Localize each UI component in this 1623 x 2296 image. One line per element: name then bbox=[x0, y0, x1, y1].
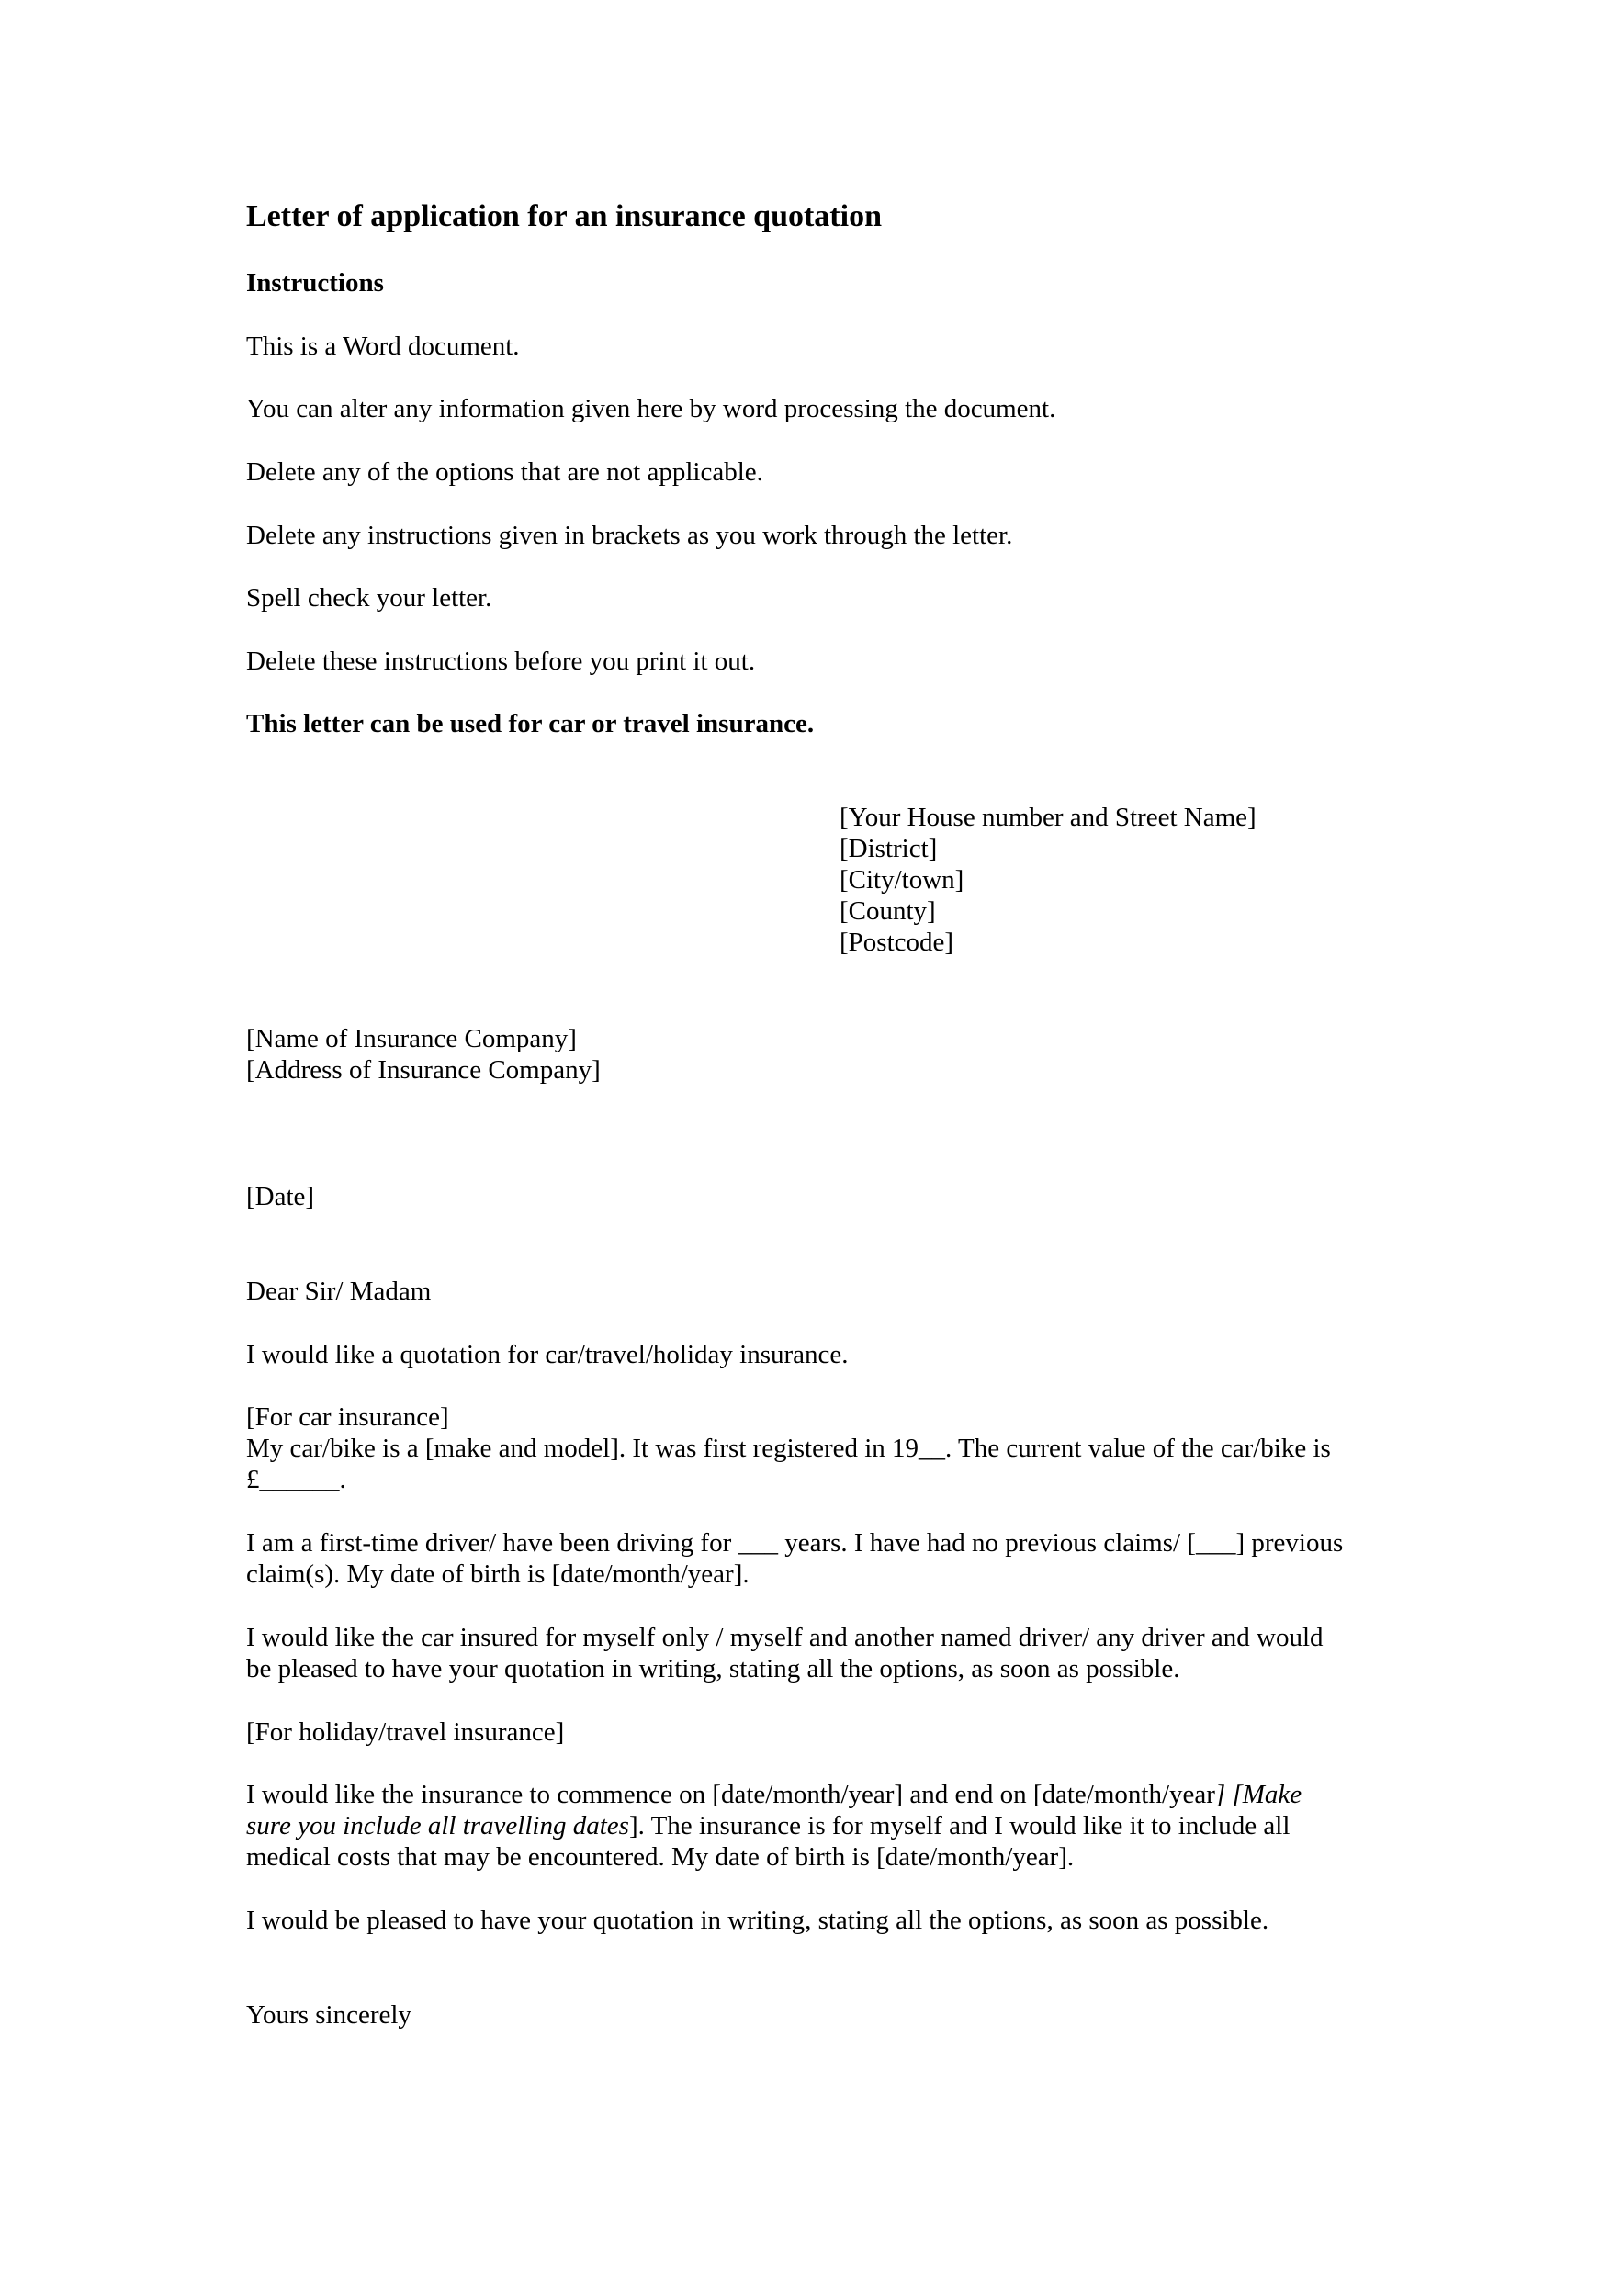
recipient-line: [Address of Insurance Company] bbox=[246, 1055, 601, 1085]
instructions-heading: Instructions bbox=[246, 268, 384, 298]
travel-paragraph bbox=[246, 1779, 1385, 1873]
sender-address-line: [Postcode] bbox=[840, 928, 954, 957]
travel-text-line bbox=[246, 1810, 1385, 1841]
cover-text: I would like the car insured for myself only / myself and another named driver/ any driver and would bbox=[246, 1623, 1324, 1652]
recipient-line: [Name of Insurance Company] bbox=[246, 1024, 577, 1053]
page-title: Letter of application for an insurance quotation bbox=[246, 199, 882, 233]
travel-text-line bbox=[246, 1779, 1385, 1810]
car-vehicle-text: My car/bike is a [make and model]. It was first registered in 19__. The current value of the car/bike is bbox=[246, 1434, 1331, 1463]
sender-address-line: [District] bbox=[840, 834, 938, 863]
sender-address-line: [City/town] bbox=[840, 865, 964, 895]
signoff: Yours sincerely bbox=[246, 2000, 411, 2030]
travel-italic-note: sure you include all travelling dates bbox=[246, 1811, 629, 1840]
recipient-address bbox=[246, 1023, 1385, 1086]
instruction-item: Delete these instructions before you print it out. bbox=[246, 647, 756, 676]
instruction-item: Spell check your letter. bbox=[246, 583, 492, 613]
car-value-text: £______. bbox=[246, 1465, 346, 1494]
driver-paragraph bbox=[246, 1527, 1385, 1590]
sender-address bbox=[840, 802, 1482, 958]
usage-note: This letter can be used for car or travel insurance. bbox=[246, 709, 815, 738]
sender-address-line: [Your House number and Street Name] bbox=[840, 803, 1257, 832]
driver-text: I am a first-time driver/ have been driving for ___ years. I have had no previous claims/ [___] previous bbox=[246, 1528, 1344, 1558]
travel-section-heading: [For holiday/travel insurance] bbox=[246, 1717, 565, 1747]
letter-date: [Date] bbox=[246, 1182, 315, 1211]
travel-text: I would like the insurance to commence on [date/month/year] and end on [date/month/year bbox=[246, 1780, 1215, 1809]
travel-text: ]. The insurance is for myself and I would like it to include all bbox=[628, 1811, 1291, 1840]
travel-italic-note: ] [Make bbox=[1214, 1780, 1302, 1809]
car-section-heading: [For car insurance] bbox=[246, 1402, 449, 1432]
instruction-item: You can alter any information given here by word processing the document. bbox=[246, 394, 1056, 423]
closing-request: I would be pleased to have your quotation in writing, stating all the options, as soon as possible. bbox=[246, 1906, 1269, 1935]
instruction-item: This is a Word document. bbox=[246, 332, 520, 361]
salutation: Dear Sir/ Madam bbox=[246, 1277, 432, 1306]
car-details-paragraph bbox=[246, 1401, 1385, 1495]
instruction-item: Delete any instructions given in brackets as you work through the letter. bbox=[246, 521, 1013, 550]
travel-text-line: medical costs that may be encountered. My date of birth is [date/month/year]. bbox=[246, 1842, 1075, 1872]
driver-text: claim(s). My date of birth is [date/month/year]. bbox=[246, 1559, 750, 1589]
intro-paragraph: I would like a quotation for car/travel/holiday insurance. bbox=[246, 1340, 849, 1369]
cover-paragraph bbox=[246, 1622, 1385, 1684]
cover-text: be pleased to have your quotation in writing, stating all the options, as soon as possible. bbox=[246, 1654, 1180, 1683]
sender-address-line: [County] bbox=[840, 896, 936, 926]
instruction-item: Delete any of the options that are not applicable. bbox=[246, 457, 763, 487]
